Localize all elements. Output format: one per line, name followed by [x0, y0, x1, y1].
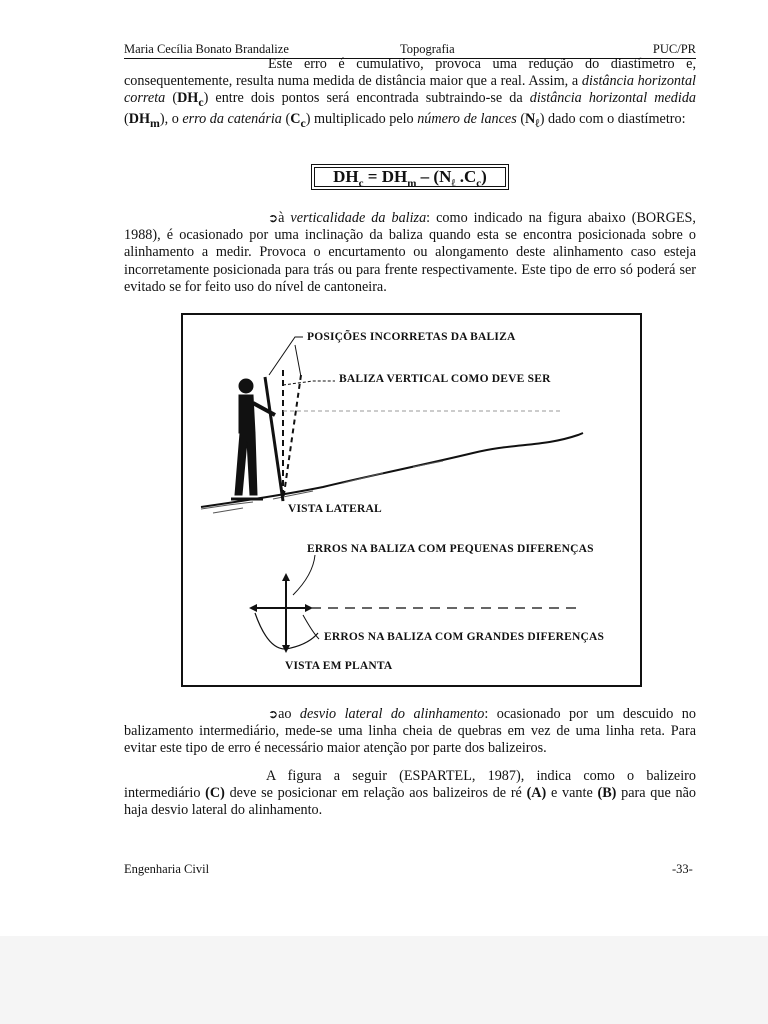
- text-run: ao: [278, 706, 300, 722]
- figure-illustration: [183, 315, 640, 685]
- footer-page-number: -33-: [672, 862, 693, 876]
- text-run: (: [281, 111, 291, 128]
- text-run: desvio lateral do alinhamento: [299, 706, 485, 722]
- text-run: (: [165, 90, 178, 107]
- text-run: distância horizontal correta: [124, 73, 696, 107]
- formula-box: [311, 164, 509, 190]
- bullet-arrow-icon: ➲: [268, 211, 279, 225]
- leader-incorrect: [269, 337, 303, 375]
- text-run: (A): [526, 785, 547, 802]
- text-run: DH: [128, 111, 151, 128]
- text-run: c: [300, 116, 306, 131]
- text-run: erro da catenária: [182, 111, 282, 128]
- text-run: m: [407, 177, 417, 190]
- arrow-left-icon: [249, 604, 257, 612]
- paragraph-verticality: [124, 210, 696, 296]
- pole-incorrect-left: [265, 377, 283, 501]
- pole-incorrect-right: [283, 375, 301, 501]
- leader-vertical: [283, 381, 335, 385]
- text-run: DH: [177, 90, 199, 107]
- text-run: ) dado com o diastímetro:: [539, 111, 686, 128]
- paragraph-catenary: [124, 56, 696, 132]
- text-run: ) entre dois pontos será encontrada subtraindo-se da: [203, 90, 530, 107]
- leader-small: [293, 555, 315, 595]
- text-run: (: [516, 111, 526, 128]
- text-run: DH: [333, 167, 359, 186]
- label-incorrect-positions: POSIÇÕES INCORRETAS DA BALIZA: [307, 331, 516, 343]
- text-run: m: [150, 116, 160, 131]
- text-run: N: [525, 111, 536, 128]
- text-run: .C: [455, 167, 477, 186]
- text-run: – (N: [416, 167, 452, 186]
- label-large-errors: ERROS NA BALIZA COM GRANDES DIFERENÇAS: [324, 631, 605, 643]
- label-vertical-pole: BALIZA VERTICAL COMO DEVE SER: [339, 373, 551, 385]
- text-run: verticalidade da baliza: [290, 210, 427, 226]
- header-subject: Topografia: [400, 42, 455, 56]
- label-small-errors: ERROS NA BALIZA COM PEQUENAS DIFERENÇAS: [307, 543, 594, 555]
- header-author: Maria Cecília Bonato Brandalize: [124, 42, 289, 56]
- text-run: = DH: [363, 167, 408, 186]
- text-run: número de lances: [417, 111, 517, 128]
- text-run: (: [124, 111, 129, 128]
- label-plan-view: VISTA EM PLANTA: [285, 660, 393, 672]
- text-run: para que não haja desvio lateral do alinhamento.: [124, 785, 696, 819]
- text-run: distância horizontal medida: [529, 90, 697, 107]
- text-run: ), o: [159, 111, 183, 128]
- text-run: Este erro é cumulativo, provoca uma redução do diastímetro e, consequentemente, resulta numa medida de distância maior que a real. Assim, a: [124, 56, 696, 90]
- text-run: (C): [205, 785, 225, 802]
- text-run: deve se posicionar em relação aos balizeiros de ré: [224, 785, 527, 802]
- text-run: à: [278, 210, 291, 226]
- text-run: A figura a seguir (ESPARTEL, 1987), indica como o balizeiro intermediário: [124, 768, 696, 802]
- text-run: e vante: [546, 785, 598, 802]
- terrain-line: [201, 433, 583, 507]
- figure-baliza: [181, 313, 642, 687]
- text-run: ) multiplicado pelo: [305, 111, 418, 128]
- footer-course: Engenharia Civil: [124, 862, 210, 876]
- text-run: c: [476, 177, 482, 190]
- arrow-up-icon: [282, 573, 290, 581]
- text-run: (B): [597, 785, 617, 802]
- label-side-view: VISTA LATERAL: [288, 503, 382, 515]
- text-run: C: [290, 111, 301, 128]
- text-run: : como indicado na figura abaixo (BORGES, 1988), é ocasionado por uma inclinação da baliza quando esta se encontra posicionada sobre o alinhamento a medir. Provoca o encurtamento ou alongamento deste alinhamento caso esteja incorretamente posicionada para trás ou para frente respectivamente. Este tipo de erro só poderá ser evitado se for feito uso do nível de cantoneira.: [124, 210, 696, 295]
- text-run: : ocasionado por um descuido no balizamento intermediário, mede-se uma linha cheia de quebras em vez de uma linha reta. Para evitar este tipo de erro é necessário maior atenção por parte dos balizeiros.: [124, 706, 696, 757]
- text-run: ℓ: [535, 116, 540, 131]
- paragraph-lateral-deviation: [124, 706, 696, 758]
- text-run: c: [358, 177, 364, 190]
- bullet-arrow-icon: ➲: [268, 707, 279, 721]
- text-run: c: [198, 95, 204, 110]
- text-run: ): [481, 167, 487, 186]
- header-institution: PUC/PR: [652, 42, 696, 56]
- text-run: ℓ: [451, 177, 456, 190]
- paragraph-figure-reference: [124, 768, 696, 820]
